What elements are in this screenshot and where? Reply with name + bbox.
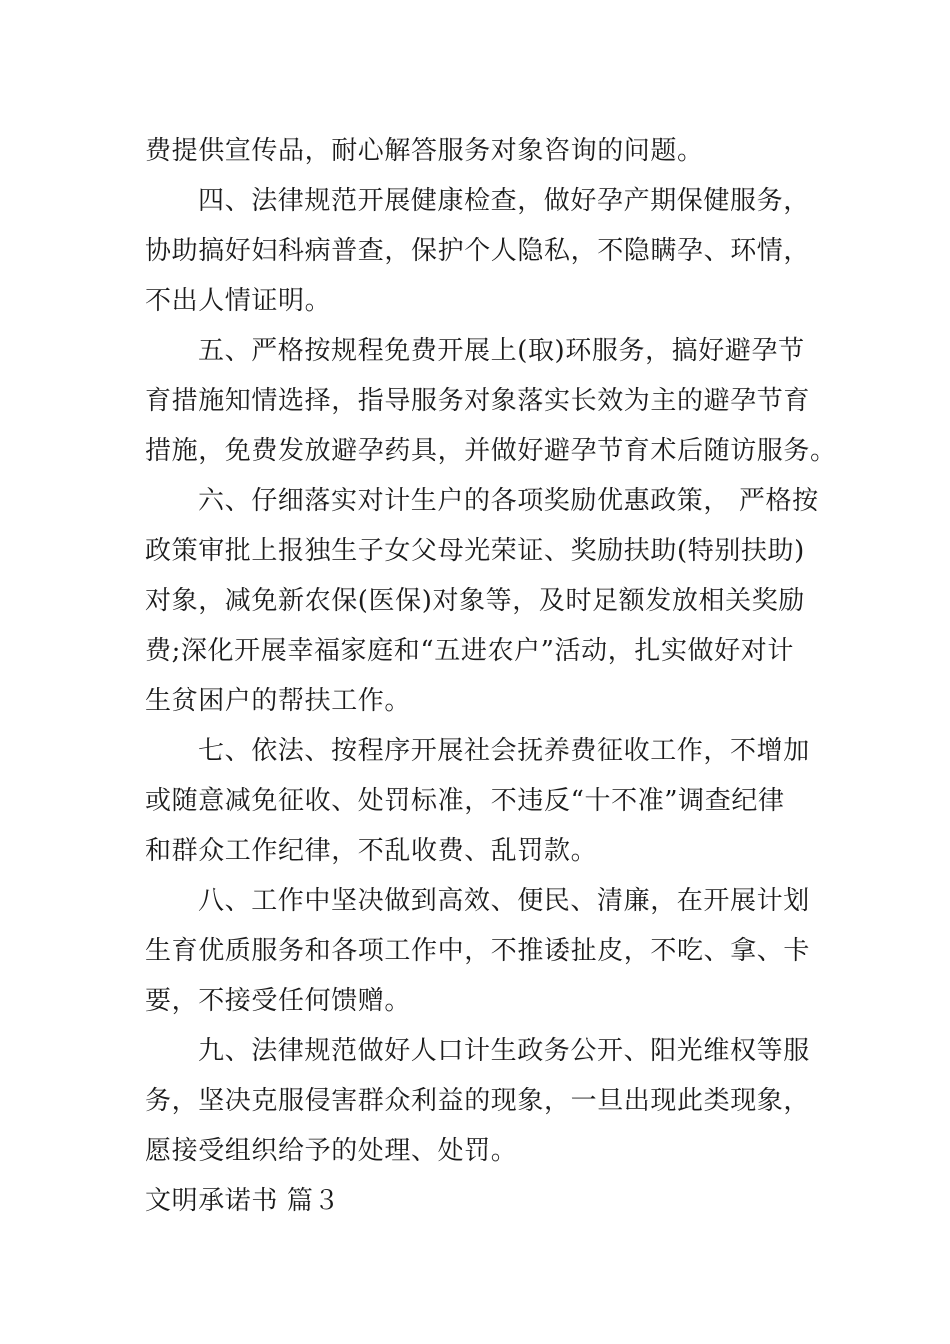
text-line: 生贫困户的帮扶工作。 — [145, 686, 412, 716]
paragraph-7 — [145, 726, 810, 876]
text-line: 七、依法、按程序开展社会抚养费征收工作，不增加 — [198, 736, 810, 766]
paragraph-6 — [145, 476, 819, 726]
section-title: 文明承诺书 篇３ — [145, 1186, 341, 1216]
text-line: 愿接受组织给予的处理、处罚。 — [145, 1136, 518, 1166]
text-line: 育措施知情选择，指导服务对象落实长效为主的避孕节育 — [145, 386, 811, 416]
text-line: 措施，免费发放避孕药具，并做好避孕节育术后随访服务。 — [145, 436, 837, 466]
text-line: 不出人情证明。 — [145, 286, 332, 316]
text-line: 和群众工作纪律，不乱收费、乱罚款。 — [145, 836, 598, 866]
paragraph-5 — [145, 326, 837, 476]
text-line: 协助搞好妇科病普查，保护个人隐私，不隐瞒孕、环情， — [145, 236, 811, 266]
text-line: 要，不接受任何馈赠。 — [145, 986, 412, 1016]
text-line: 对象，减免新农保(医保)对象等，及时足额发放相关奖励 — [145, 586, 805, 616]
text-line: 五、严格按规程免费开展上(取)环服务，搞好避孕节 — [198, 336, 805, 366]
text-line: 四、法律规范开展健康检查，做好孕产期保健服务， — [198, 186, 810, 216]
text-line: 六、仔细落实对计生户的各项奖励优惠政策， 严格按 — [198, 486, 819, 516]
text-line: 或随意减免征收、处罚标准，不违反“十不准”调查纪律 — [145, 786, 785, 816]
paragraph-3-end — [145, 126, 810, 176]
text-line: 八、工作中坚决做到高效、便民、清廉，在开展计划 — [198, 886, 810, 916]
text-line: 九、法律规范做好人口计生政务公开、阳光维权等服 — [198, 1036, 810, 1066]
document-body — [145, 126, 837, 1226]
text-line: 费;深化开展幸福家庭和“五进农户”活动，扎实做好对计 — [145, 636, 794, 666]
text-line: 务，坚决克服侵害群众利益的现象，一旦出现此类现象， — [145, 1086, 811, 1116]
paragraph-9 — [145, 1026, 810, 1176]
text-line: 费提供宣传品，耐心解答服务对象咨询的问题。 — [145, 136, 704, 166]
text-line: 生育优质服务和各项工作中，不推诿扯皮，不吃、拿、卡 — [145, 936, 811, 966]
paragraph-8 — [145, 876, 810, 1026]
paragraph-4 — [145, 176, 810, 326]
text-line: 政策审批上报独生子女父母光荣证、奖励扶助(特别扶助) — [145, 536, 805, 566]
